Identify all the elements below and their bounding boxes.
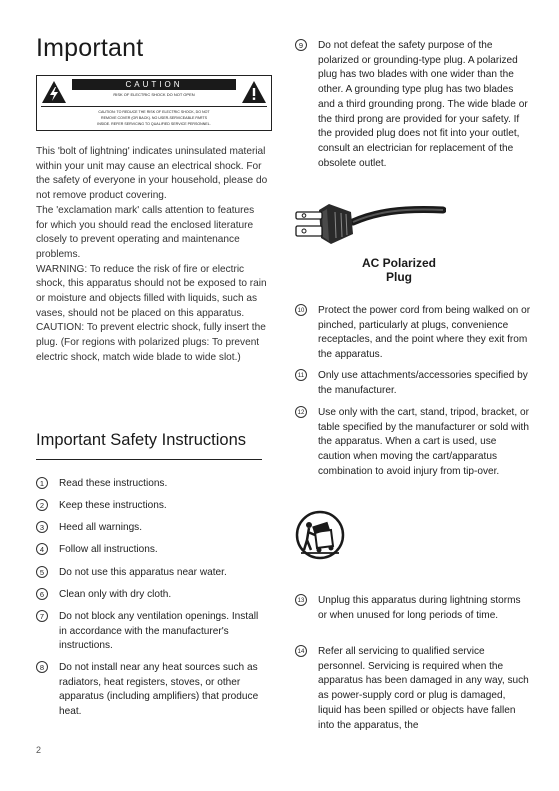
caution-fine-print: CAUTION: TO REDUCE THE RISK OF ELECTRIC SHOCK, DO NOT REMOVE COVER (OR BACK). NO USER-SERVICEABLE PARTS INSIDE. REFER SERVICING TO QUALIFIED SERVICE PERSONNEL. — [97, 110, 211, 126]
intro-warning-paragraph: WARNING: To reduce the risk of fire or electric shock, this apparatus should not be exposed to rain or moisture and objects filled with liquids, such as vases, should not be placed on this apparatus. — [36, 263, 267, 319]
list-item — [36, 661, 268, 720]
item-number: 7 — [36, 610, 48, 622]
cart-tipover-warning-icon — [295, 510, 345, 560]
list-item — [36, 588, 268, 603]
item-text: Do not install near any heat sources such as radiators, heat registers, stoves, or other apparatus (including amplifiers) that produce heat. — [59, 662, 259, 718]
list-item — [295, 594, 531, 623]
item-text: Heed all warnings. — [59, 522, 143, 533]
caution-divider — [41, 106, 267, 107]
item-number: 3 — [36, 521, 48, 533]
list-item — [295, 406, 531, 480]
item-text: Do not block any ventilation openings. Install in accordance with the manufacturer's instructions. — [59, 611, 259, 652]
list-item — [295, 39, 531, 171]
item-text: Do not defeat the safety purpose of the polarized or grounding-type plug. A polarized plug has two blades with one wider than the other. A grounding type plug has two blades and a third grounding prong. The wide blade or the third prong are provided for your safety. If the provided plug does not fit into your outlet, consult an electrician for replacement of the obsolete outlet. — [318, 40, 528, 169]
item-number: 2 — [36, 499, 48, 511]
item-number: 6 — [36, 588, 48, 600]
list-item — [36, 477, 268, 492]
item-number: 9 — [295, 39, 307, 51]
list-item — [36, 543, 268, 558]
item-text: Unplug this apparatus during lightning storms or when unused for long periods of time. — [318, 595, 521, 621]
list-item — [36, 521, 268, 536]
list-item — [36, 610, 268, 654]
list-item — [295, 304, 531, 363]
item-text: Use only with the cart, stand, tripod, bracket, or table specified by the manufacturer or sold with the apparatus. When a cart is used, use caution when moving the cart/apparatus combination to avoid injury from tip-over. — [318, 407, 529, 477]
lightning-warning-icon — [41, 80, 67, 104]
caution-banner: CAUTION — [72, 79, 236, 90]
item-text: Do not use this apparatus near water. — [59, 567, 227, 578]
caution-label — [36, 75, 272, 131]
item-number: 4 — [36, 543, 48, 555]
item-text: Clean only with dry cloth. — [59, 589, 172, 600]
page-title: Important — [36, 34, 144, 62]
intro-exclamation-paragraph: The 'exclamation mark' calls attention to features for which you should read the enclosed literature closely to prevent operating and maintenance problems. — [36, 204, 255, 260]
exclamation-warning-icon — [241, 80, 267, 104]
intro-text — [36, 145, 268, 366]
item-number: 14 — [295, 645, 307, 657]
item-number: 8 — [36, 661, 48, 673]
item-text: Keep these instructions. — [59, 500, 167, 511]
item-text: Refer all servicing to qualified service personnel. Servicing is required when the apparatus has been damaged in any way, such as power-supply cord or plug is damaged, liquid has been spilled or objects have fallen into the apparatus, the — [318, 646, 529, 731]
polarized-plug-icon — [291, 192, 446, 252]
plug-caption: AC Polarized Plug — [361, 256, 436, 284]
section-divider — [36, 459, 262, 460]
item-number: 12 — [295, 406, 307, 418]
item-text: Follow all instructions. — [59, 544, 158, 555]
item-text: Protect the power cord from being walked on or pinched, particularly at plugs, convenience receptacles, and the point where they exit from the apparatus. — [318, 305, 531, 361]
item-text: Read these instructions. — [59, 478, 168, 489]
list-item — [295, 369, 531, 398]
item-number: 13 — [295, 594, 307, 606]
item-number: 1 — [36, 477, 48, 489]
list-item — [36, 499, 268, 514]
item-number: 10 — [295, 304, 307, 316]
section-title: Important Safety Instructions — [36, 431, 247, 449]
list-item — [295, 645, 531, 733]
caution-subtext: RISK OF ELECTRIC SHOCK DO NOT OPEN — [113, 92, 195, 97]
item-number: 11 — [295, 369, 307, 381]
intro-caution-paragraph: CAUTION: To prevent electric shock, fully insert the plug. (For regions with polarized plugs: To prevent electric shock, match wide blade to wide slot.) — [36, 322, 266, 363]
intro-lightning-paragraph: This 'bolt of lightning' indicates uninsulated material within your unit may cause an electrical shock. For the safety of everyone in your household, please do not remove product covering. — [36, 146, 268, 202]
list-item — [36, 566, 268, 581]
item-number: 5 — [36, 566, 48, 578]
item-text: Only use attachments/accessories specified by the manufacturer. — [318, 370, 528, 396]
page-number: 2 — [36, 745, 42, 755]
